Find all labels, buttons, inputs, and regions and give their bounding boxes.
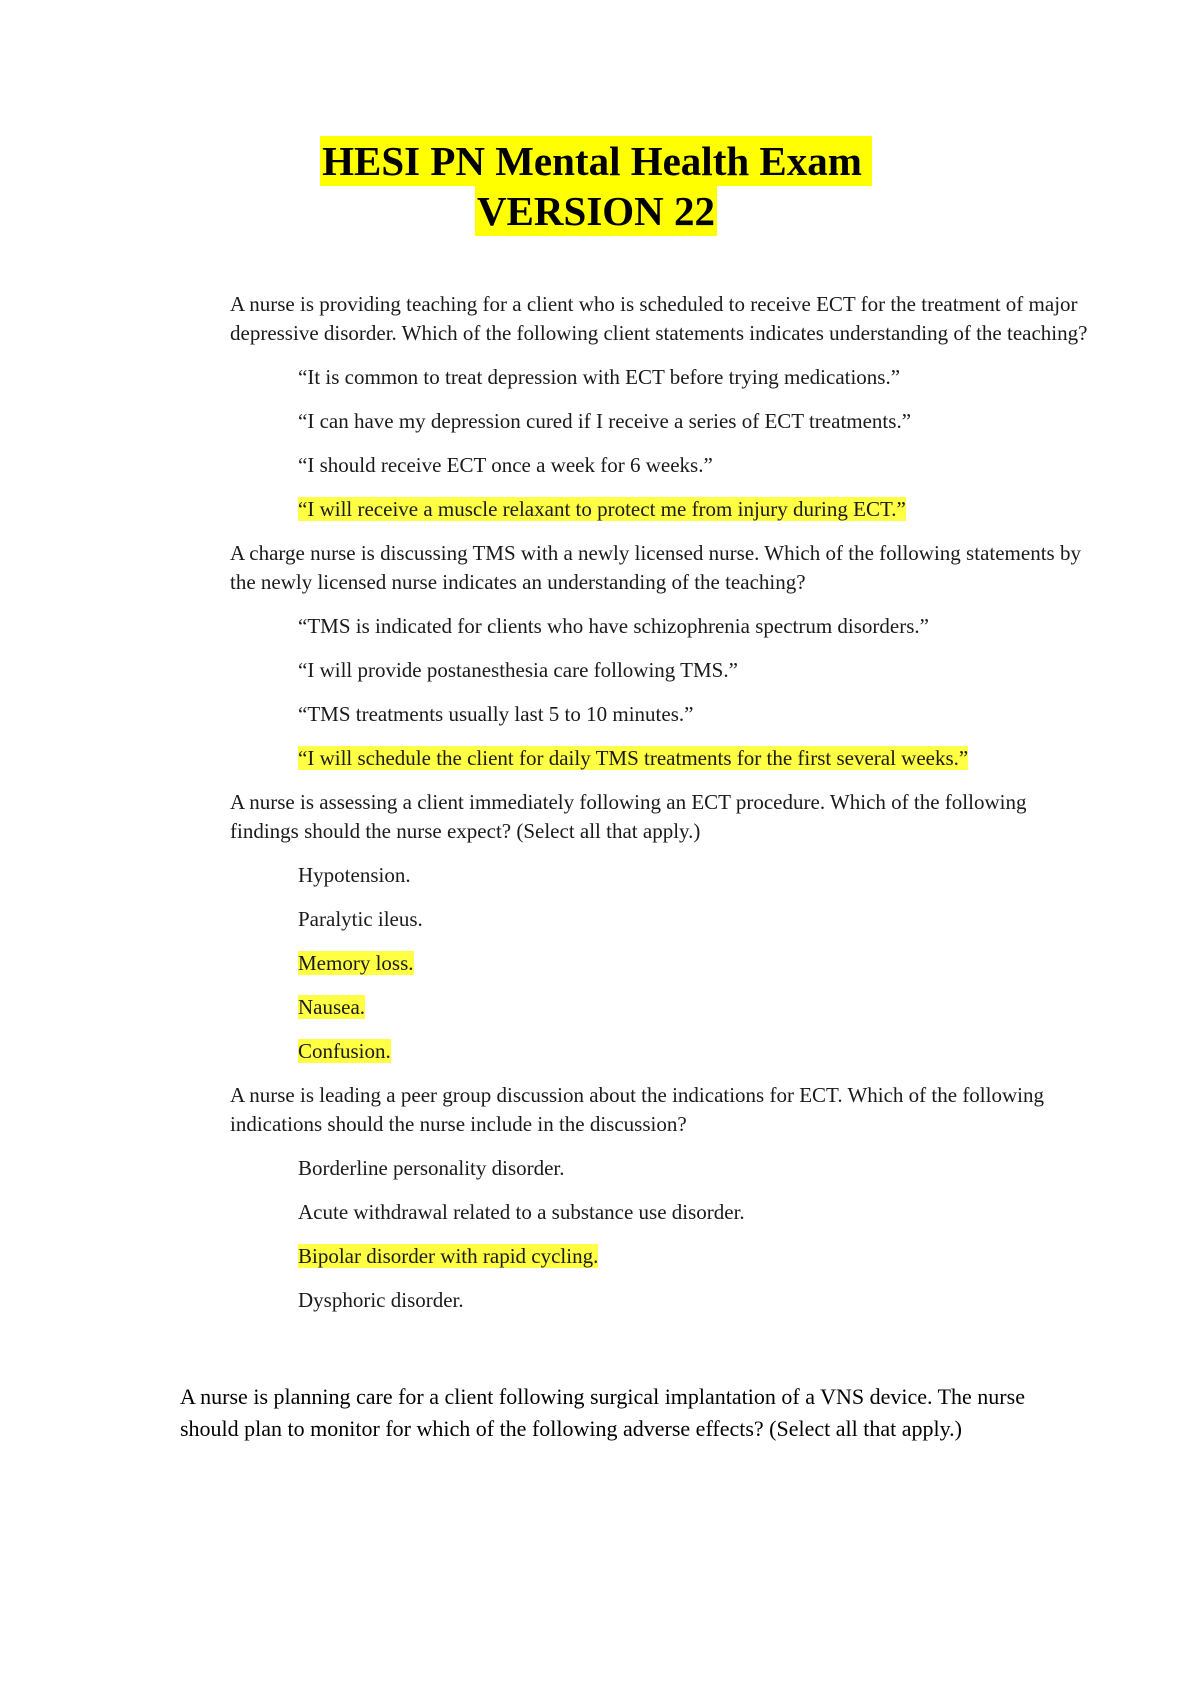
answer-option: “TMS treatments usually last 5 to 10 minutes.”: [298, 702, 694, 726]
answer-option: “It is common to treat depression with ECT before trying medications.”: [298, 365, 901, 389]
document-title: [0, 136, 1192, 236]
answer-option: Acute withdrawal related to a substance use disorder.: [298, 1200, 745, 1224]
answer-option-correct: “I will schedule the client for daily TMS treatments for the first several weeks.”: [298, 746, 969, 770]
answer-option-correct: Memory loss.: [298, 951, 414, 975]
answer-option: Dysphoric disorder.: [298, 1288, 464, 1312]
answer-option: “I can have my depression cured if I receive a series of ECT treatments.”: [298, 409, 912, 433]
answer-option: Paralytic ileus.: [298, 907, 423, 931]
question-stem: A nurse is leading a peer group discussion about the indications for ECT. Which of the following indications should the nurse include in the discussion?: [230, 1083, 1044, 1136]
question-stem: A charge nurse is discussing TMS with a newly licensed nurse. Which of the following statements by the newly licensed nurse indicates an understanding of the teaching?: [230, 541, 1081, 594]
final-question-stem: A nurse is planning care for a client following surgical implantation of a VNS device. The nurse should plan to monitor for which of the following adverse effects? (Select all that apply.): [180, 1384, 1025, 1441]
title-line-1: HESI PN Mental Health Exam: [320, 136, 872, 186]
question-stem: A nurse is providing teaching for a client who is scheduled to receive ECT for the treatment of major depressive disorder. Which of the following client statements indicates understanding of the teaching?: [230, 292, 1088, 345]
answer-option: Borderline personality disorder.: [298, 1156, 565, 1180]
answer-option: “TMS is indicated for clients who have schizophrenia spectrum disorders.”: [298, 614, 929, 638]
answer-option: “I will provide postanesthesia care following TMS.”: [298, 658, 738, 682]
answer-option: “I should receive ECT once a week for 6 weeks.”: [298, 453, 713, 477]
answer-option-correct: Nausea.: [298, 995, 366, 1019]
question-stem: A nurse is assessing a client immediately following an ECT procedure. Which of the following findings should the nurse expect? (Select all that apply.): [230, 790, 1027, 843]
question-list: [230, 290, 1090, 1330]
answer-option-correct: Confusion.: [298, 1039, 391, 1063]
title-line-2: VERSION 22: [476, 188, 716, 234]
answer-option-correct: Bipolar disorder with rapid cycling.: [298, 1244, 599, 1268]
answer-option-correct: “I will receive a muscle relaxant to protect me from injury during ECT.”: [298, 497, 906, 521]
answer-option: Hypotension.: [298, 863, 411, 887]
